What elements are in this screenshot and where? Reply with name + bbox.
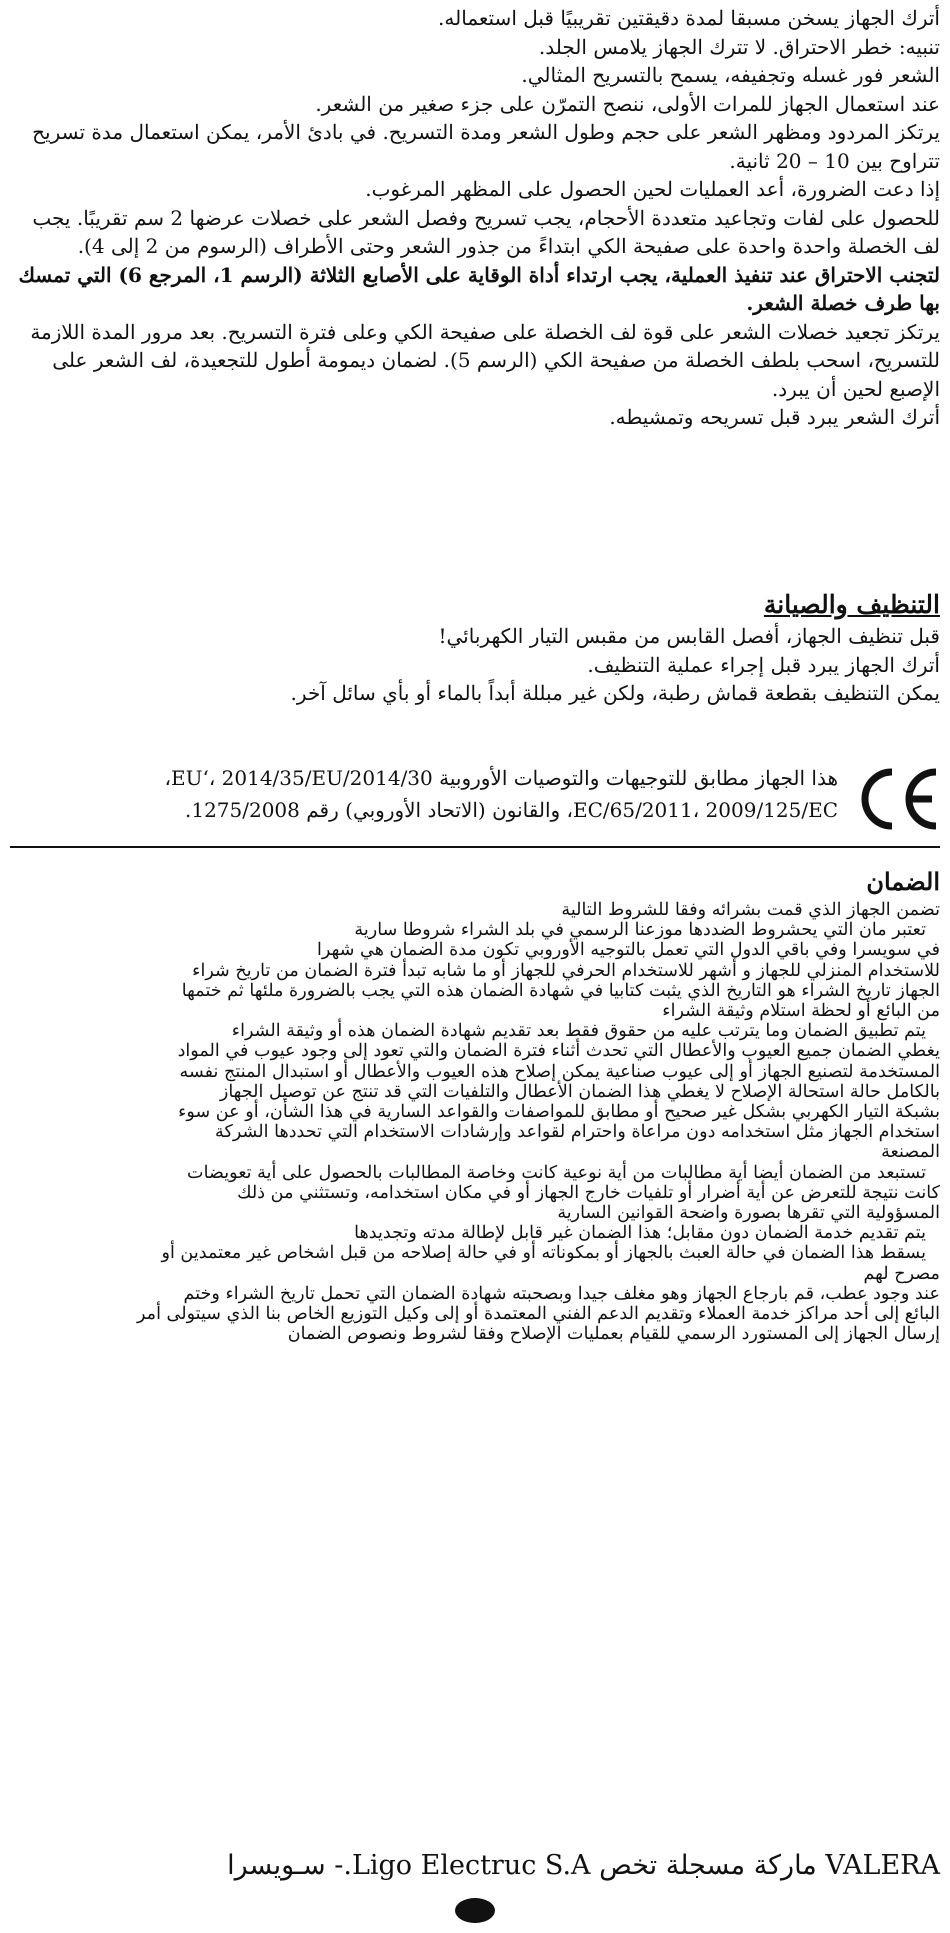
warranty-line: المستخدمة لتصنيع الجهاز أو إلى عيوب صناعية يمكن إصلاح هذه العيوب والأعطال أو استبدال المنتج نفسه (179, 1061, 940, 1082)
warranty-line: البائع إلى أحد مراكز خدمة العملاء وتقديم الدعم الفني المعتمدة أو إلى وكيل التوزيع الخاص بنا الذي سيتولى أمر (136, 1304, 940, 1325)
warranty-line: يسقط هذا الضمان في حالة العبث بالجهاز أو بمكوناته أو في حالة إصلاحه من قبل اشخاص غير معتمدين أو (161, 1243, 926, 1264)
compliance-block (10, 760, 940, 840)
warranty-line: من البائع أو لحظة استلام وثيقة الشراء (662, 1001, 940, 1022)
warranty-section (10, 866, 940, 1344)
warranty-line: للاستخدام المنزلي للجهاز و أشهر للاستخدام الحرفي للجهاز أو ما شابه تبدأ فترة الضمان من تاريخ شراء (192, 960, 940, 981)
usage-paragraph: إذا دعت الضرورة، أعد العمليات لحين الحصول على المظهر المرغوب. (365, 177, 940, 201)
brand-footer-text: VALERA ماركة مسجلة تخص Ligo Electruc S.A.- سـويسرا (227, 1850, 940, 1881)
usage-paragraph: يرتكز المردود ومظهر الشعر على حجم وطول الشعر ومدة التسريح. في بادئ الأمر، يمكن استعمال مدة تسريح تتراوح بين 10 – 20 ثانية. (32, 120, 940, 173)
ce-mark-icon (856, 764, 940, 834)
usage-section (10, 4, 940, 432)
cleaning-line: يمكن التنظيف بقطعة قماش رطبة، ولكن غير مبللة أبداً بالماء أو بأي سائل آخر. (290, 681, 940, 705)
page-marker-dot (455, 1898, 495, 1923)
warranty-line: إرسال الجهاز إلى المستورد الرسمي للقيام بعمليات الإصلاح وفقا لشروط ونصوص الضمان (287, 1324, 940, 1345)
usage-paragraph: للحصول على لفات وتجاعيد متعددة الأحجام، يجب تسريح وفصل الشعر على خصلات عرضها 2 سم تقريبًا. يجب لف الخصلة واحدة واحدة على صفيحة الكي ابتداءً من جذور الشعر وحتى الأطراف (الرسوم من 2 إلى 4). (32, 205, 940, 258)
burn-warning: لتجنب الاحتراق عند تنفيذ العملية، يجب ارتداء أداة الوقاية على الأصابع الثلاثة (الرسم 1، المرجع 6) التي تمسك بها طرف خصلة الشعر. (18, 262, 940, 315)
cleaning-line: قبل تنظيف الجهاز، أفصل القابس من مقبس التيار الكهربائي! (438, 624, 940, 648)
warranty-line: يتم تقديم خدمة الضمان دون مقابل؛ هذا الضمان غير قابل لإطالة مدته وتجديدها (354, 1223, 926, 1244)
usage-paragraph: تنبيه: خطر الاحتراق. لا تترك الجهاز يلامس الجلد. (538, 34, 940, 59)
cleaning-title: التنظيف والصيانة (763, 590, 940, 619)
warranty-line: بشبكة التيار الكهربي بشكل غير صحيح أو مطابق للمواصفات والقواعد السارية في هذا الشأن، أو عن سوء (178, 1102, 940, 1123)
warranty-line: في سويسرا وفي باقي الدول التي تعمل بالتوجيه الأوروبي تكون مدة الضمان هي شهرا (316, 940, 940, 961)
warranty-line: بالكامل حالة استحالة الإصلاح لا يغطي هذا الضمان الأعطال والتلفيات التي قد تنتج عن توصيل الجهاز (219, 1081, 940, 1102)
warranty-line: مصرح لهم (863, 1263, 940, 1284)
compliance-text (10, 762, 838, 826)
footer (0, 1848, 950, 1888)
cleaning-line: أترك الجهاز يبرد قبل إجراء عملية التنظيف. (587, 652, 940, 677)
warranty-line: عند وجود عطب، قم بارجاع الجهاز وهو مغلف جيدا وبصحبته شهادة الضمان التي تحمل تاريخ الشراء وختم (183, 1283, 940, 1304)
warranty-title: الضمان (866, 867, 940, 896)
warranty-line: تضمن الجهاز الذي قمت بشرائه وفقا للشروط التالية (561, 900, 940, 920)
warranty-line: المصنعة (881, 1142, 940, 1163)
warranty-line: يغطي الضمان جميع العيوب والأعطال التي تحدث أثناء فترة الضمان والتي تعود إلى وجود عيوب في المواد (177, 1041, 940, 1062)
usage-paragraph: الشعر فور غسله وتجفيفه، يسمح بالتسريح المثالي. (521, 63, 940, 87)
warranty-line: الجهاز تاريخ الشراء هو التاريخ الذي يثبت كتابيا في شهادة الضمان هذه التي يجب بالضرورة ملئها ثم ختمها (181, 980, 940, 1001)
compliance-line-2: EC/65/2011، 2009/125/EC، والقانون (الاتحاد الأوروبي) رقم 1275/2008. (184, 798, 838, 822)
warranty-line: استخدام الجهاز مثل استخدامه دون مراعاة واحترام لقواعد وإرشادات الاستخدام التي تحددها الشركة (215, 1122, 940, 1143)
usage-paragraph: أترك الجهاز يسخن مسبقا لمدة دقيقتين تقريبيًا قبل استعماله. (438, 6, 940, 30)
section-divider (10, 846, 940, 848)
usage-paragraph: يرتكز تجعيد خصلات الشعر على قوة لف الخصلة على صفيحة الكي وعلى فترة التسريح. بعد مرور المدة اللازمة للتسريح، اسحب بلطف الخصلة من صفيحة الكي (الرسم 5). لضمان ديمومة أطول للتجعيدة، لف الشعر على الإصبع لحين أن يبرد. (30, 319, 940, 401)
warranty-line: كانت نتيجة للتعرض عن أية أضرار أو تلفيات خارج الجهاز أو في مكان استخدامه، وتستثني من ذلك (237, 1182, 940, 1203)
warranty-line: المسؤولية التي تقرها بصورة واضحة القوانين السارية (557, 1203, 940, 1224)
warranty-line: تعتبر مان التي يحشروط الضددها موزعنا الرسمي في بلد الشراء شروطا سارية (354, 920, 926, 941)
cleaning-section (10, 588, 940, 708)
warranty-line: يتم تطبيق الضمان وما يترتب عليه من حقوق فقط بعد تقديم شهادة الضمان هذه أو وثيقة الشراء (231, 1021, 926, 1042)
warranty-line: تستبعد من الضمان أيضا أية مطالبات من أية نوعية كانت وخاصة المطالبات بالحصول على أية تعويضات (187, 1162, 926, 1183)
compliance-line-1: هذا الجهاز مطابق للتوجيهات والتوصيات الأوروبية 2014/30/EU‘، 2014/35/EU، (164, 766, 838, 790)
usage-paragraph: عند استعمال الجهاز للمرات الأولى، ننصح التمرّن على جزء صغير من الشعر. (315, 91, 940, 116)
usage-paragraph: أترك الشعر يبرد قبل تسريحه وتمشيطه. (609, 405, 940, 429)
